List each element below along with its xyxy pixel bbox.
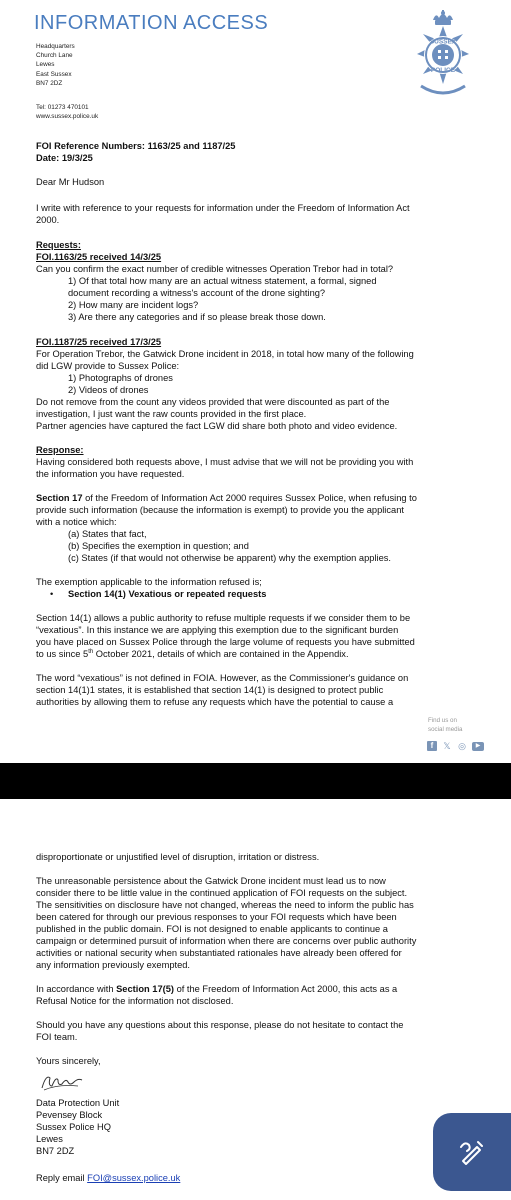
signature-block-line: Data Protection Unit xyxy=(36,1098,120,1108)
request-2-line: did LGW provide to Sussex Police: xyxy=(36,361,180,371)
section-17-5-text: In accordance with xyxy=(36,984,117,994)
questions-line: FOI team. xyxy=(36,1032,78,1042)
persistence-line: published in the public domain. FOI is not designed to enable applicants to continue a xyxy=(36,924,388,934)
ordinal-suffix: th xyxy=(88,648,94,655)
handwritten-signature xyxy=(38,1066,98,1094)
vexatious-line: section 14(1)1 states, it is established that section 14(1) is designed to protect public xyxy=(36,685,384,695)
website: www.sussex.police.uk xyxy=(36,113,99,121)
persistence-line: The unreasonable persistence about the Gatwick Drone incident must lead us to now xyxy=(36,876,386,886)
persistence-line: been catered for through our previous responses to your FOI requests which have been xyxy=(36,912,397,922)
intro-line: 2000. xyxy=(36,215,60,225)
request-1-line: 1) Of that total how many are an actual witness statement, a formal, signed xyxy=(68,276,377,286)
section-17-bold: Section 17 xyxy=(36,493,83,503)
section-17-5-line xyxy=(36,984,397,995)
contact-block xyxy=(36,103,98,121)
exemption-bullet: Section 14(1) Vexatious or repeated requests xyxy=(68,589,267,599)
x-icon[interactable]: 𝕏 xyxy=(443,741,451,751)
reply-email-label: Reply email xyxy=(36,1173,88,1183)
request-2-line: For Operation Trebor, the Gatwick Drone incident in 2018, in total how many of the following xyxy=(36,349,414,359)
request-1-line: 2) How many are incident logs? xyxy=(68,300,199,310)
signoff: Yours sincerely, xyxy=(36,1056,101,1066)
bullet-icon: • xyxy=(50,589,54,599)
signature-block-line: Lewes xyxy=(36,1134,63,1144)
address-block xyxy=(36,42,75,88)
request-1-title: FOI.1163/25 received 14/3/25 xyxy=(36,252,162,262)
address-line: Church Lane xyxy=(36,52,73,60)
section-17-item: (c) States (if that would not otherwise be apparent) why the exemption applies. xyxy=(68,553,391,563)
request-2-line: 2) Videos of drones xyxy=(68,385,149,395)
persistence-line: consider there to be little value in the continued application of FOI requests on the subject. xyxy=(36,888,408,898)
persistence-line: The sensitivities on disclosure have not changed, whereas the need to inform the public has xyxy=(36,900,414,910)
persistence-line: activities or national security when substantiated rationales have already been offered for xyxy=(36,948,402,958)
persistence-line: any information previously exempted. xyxy=(36,960,190,970)
exemption-intro: The exemption applicable to the information refused is; xyxy=(36,577,262,587)
request-2-title: FOI.1187/25 received 17/3/25 xyxy=(36,337,162,347)
request-1-line: document recording a witness's account of the drone sighting? xyxy=(68,288,326,298)
reply-email-line xyxy=(36,1173,180,1184)
response-line: the information you have requested. xyxy=(36,469,185,479)
crest-bottom-text: POLICE xyxy=(430,67,456,74)
requests-heading: Requests: xyxy=(36,240,81,250)
persistence-line: campaign or determined pursuit of information when there are concerns over public authority xyxy=(36,936,417,946)
salutation: Dear Mr Hudson xyxy=(36,177,105,187)
signature-block-line: BN7 2DZ xyxy=(36,1146,75,1156)
section-17-item: (a) States that fact, xyxy=(68,529,147,539)
section-17-5-text: of the Freedom of Information Act 2000, this acts as a xyxy=(173,984,398,994)
section-14-text: October 2021, details of which are contained in the Appendix. xyxy=(93,649,349,659)
sussex-police-crest-logo xyxy=(407,10,479,100)
request-1-line: Can you confirm the exact number of credible witnesses Operation Trebor had in total? xyxy=(36,264,394,274)
continuation-line: disproportionate or unjustified level of disruption, irritation or distress. xyxy=(36,852,320,862)
section-17-item: (b) Specifies the exemption in question; and xyxy=(68,541,249,551)
social-icons xyxy=(427,741,484,751)
letter-date: Date: 19/3/25 xyxy=(36,153,93,163)
signature-block-line: Pevensey Block xyxy=(36,1110,103,1120)
section-17-5-line: Refusal Notice for the information not disclosed. xyxy=(36,996,234,1006)
section-17-line: provide such information (because the information is exempt) to provide you the applicant xyxy=(36,505,404,515)
telephone: Tel: 01273 470101 xyxy=(36,104,89,111)
address-line: East Sussex xyxy=(36,70,72,78)
facebook-icon[interactable]: f xyxy=(427,741,437,751)
youtube-icon[interactable]: ▶ xyxy=(472,742,484,751)
section-17-5-bold: Section 17(5) xyxy=(116,984,174,994)
signature-block-line: Sussex Police HQ xyxy=(36,1122,111,1132)
reply-email-link[interactable]: FOI@sussex.police.uk xyxy=(87,1173,181,1183)
crest-top-text: SUSSEX xyxy=(429,38,457,46)
section-17-line xyxy=(36,493,417,504)
social-label: Find us on xyxy=(428,717,457,724)
section-14-line xyxy=(36,649,349,660)
intro-line: I write with reference to your requests for information under the Freedom of Information Act xyxy=(36,203,410,213)
response-line: Having considered both requests above, I must advise that we will not be providing you with xyxy=(36,457,414,467)
request-2-line: investigation, I just want the raw counts provided in the first place. xyxy=(36,409,307,419)
page-separator xyxy=(0,763,511,799)
pen-scribble-icon xyxy=(457,1137,487,1167)
address-line: BN7 2DZ xyxy=(36,79,63,87)
request-2-line: Do not remove from the count any videos provided that were discounted as part of the xyxy=(36,397,390,407)
response-heading: Response: xyxy=(36,445,84,455)
vexatious-line: The word “vexatious” is not defined in FOIA. However, as the Commissioner's guidance on xyxy=(36,673,409,683)
request-1-line: 3) Are there any categories and if so please break those down. xyxy=(68,312,326,322)
section-14-line: Section 14(1) allows a public authority to refuse multiple requests if we consider them to be xyxy=(36,613,411,623)
edit-fab-button[interactable] xyxy=(433,1113,511,1191)
section-14-line: “vexatious”. In this instance we are applying this exemption due to the significant burden xyxy=(36,625,399,635)
social-label: social media xyxy=(428,726,463,733)
section-14-text: to us since 5 xyxy=(36,649,89,659)
section-17-line: with a notice which: xyxy=(36,517,117,527)
section-14-line: you have placed on Sussex Police through the large volume of requests you have submitted xyxy=(36,637,415,647)
request-2-line: 1) Photographs of drones xyxy=(68,373,173,383)
request-2-line: Partner agencies have captured the fact LGW did share both photo and video evidence. xyxy=(36,421,398,431)
address-line: Lewes xyxy=(36,61,55,69)
questions-line: Should you have any questions about this response, please do not hesitate to contact the xyxy=(36,1020,404,1030)
vexatious-line: authorities by allowing them to refuse any requests which have the potential to cause a xyxy=(36,697,394,707)
section-17-rest: of the Freedom of Information Act 2000 requires Sussex Police, when refusing to xyxy=(82,493,417,503)
instagram-icon[interactable]: ◎ xyxy=(458,741,466,751)
foi-reference: FOI Reference Numbers: 1163/25 and 1187/25 xyxy=(36,141,236,151)
address-line: Headquarters xyxy=(36,43,75,50)
page-heading: INFORMATION ACCESS xyxy=(34,12,269,34)
